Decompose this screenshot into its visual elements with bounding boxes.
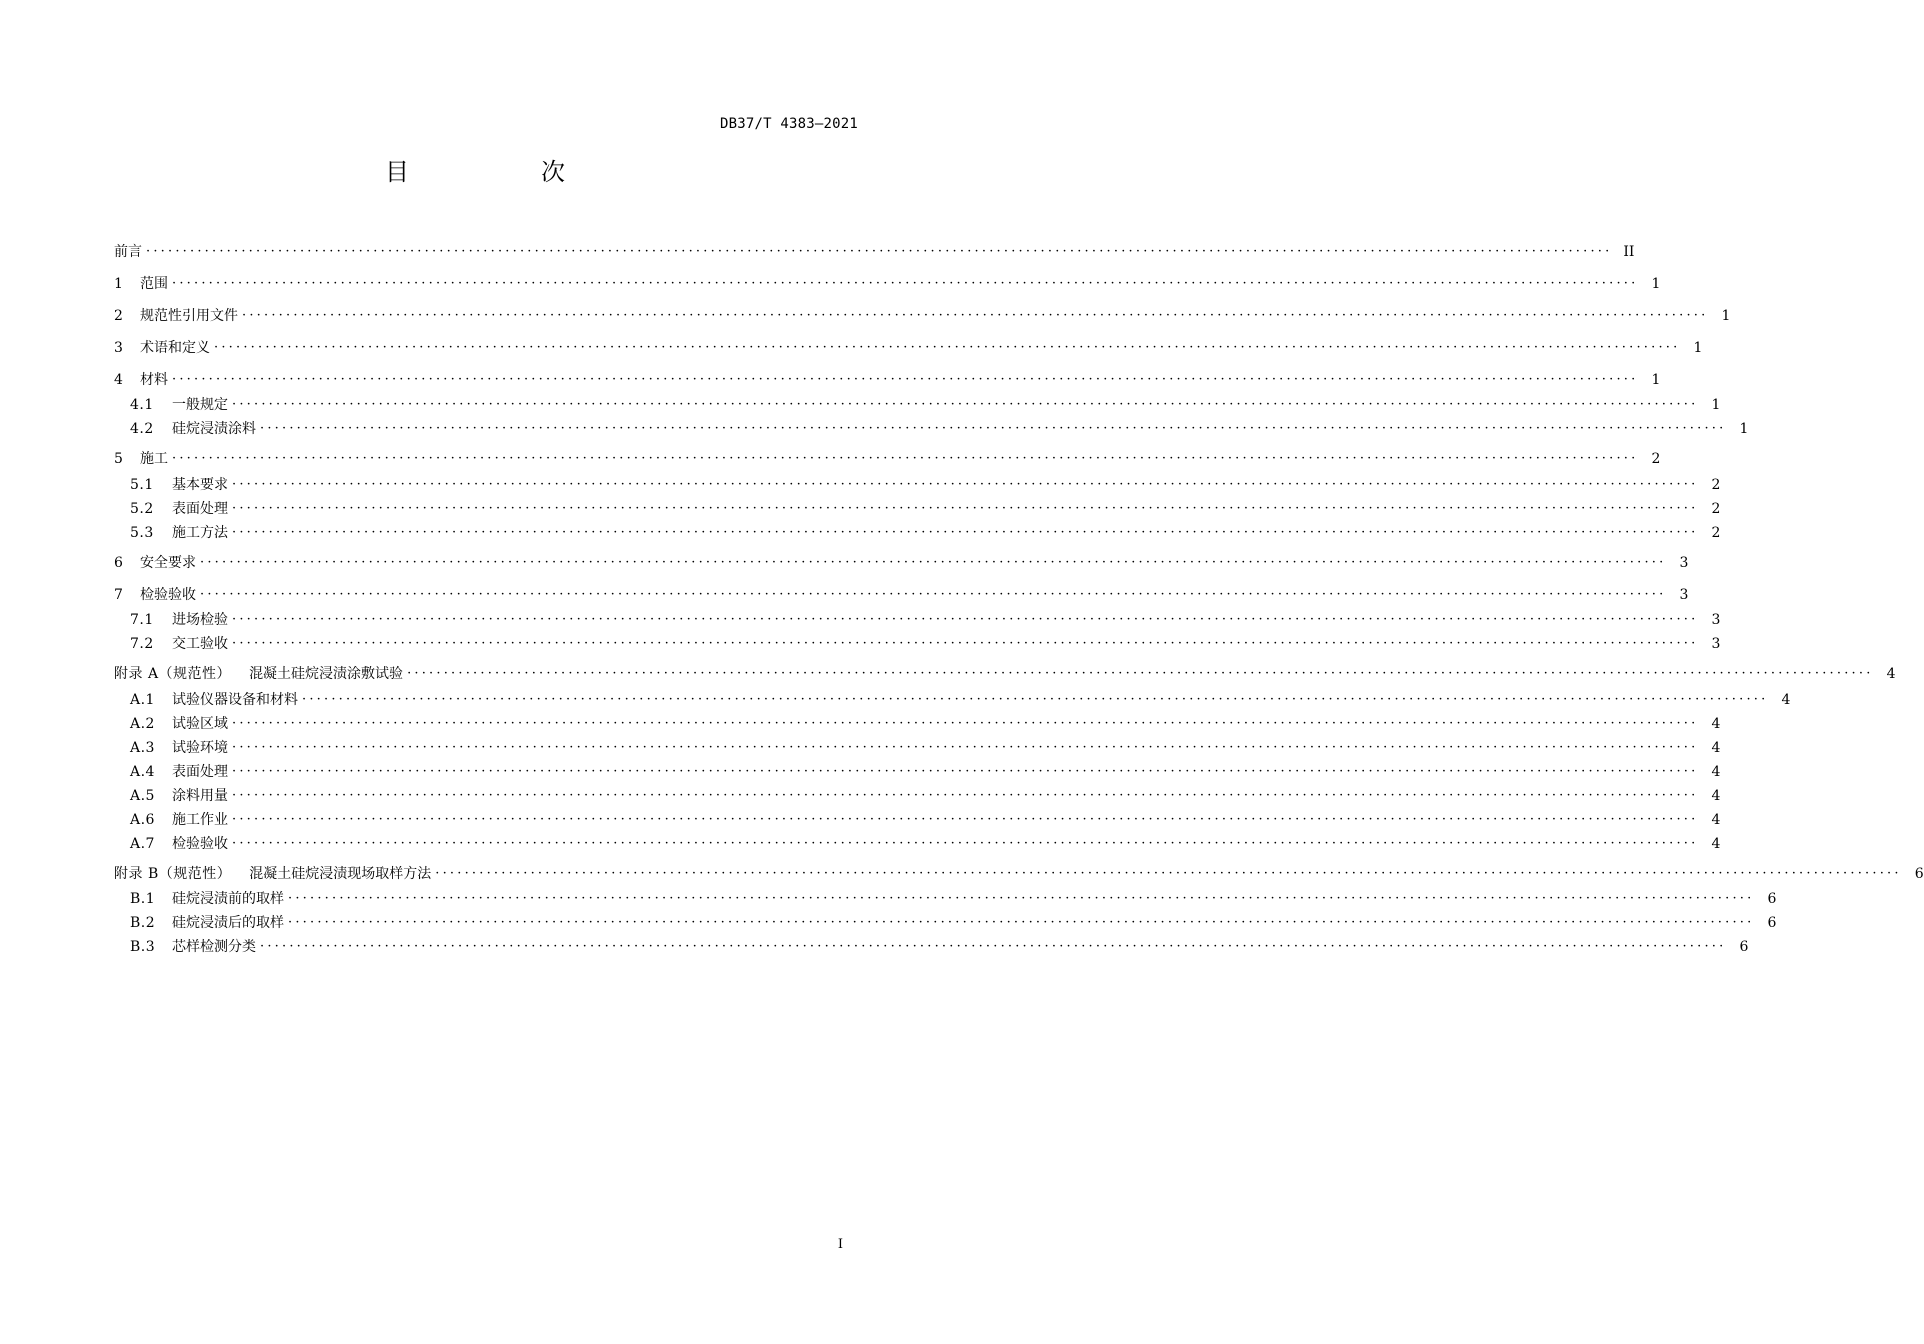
toc-entry-page: 2	[1711, 525, 1721, 541]
toc-entry[interactable]	[114, 552, 1689, 574]
toc-entry[interactable]	[114, 863, 1924, 885]
toc-entry-page: 1	[1651, 372, 1661, 388]
toc-entry[interactable]	[114, 785, 1721, 807]
toc-entry-title: 范围	[140, 276, 168, 292]
doc-code: DB37/T 4383—2021	[719, 116, 858, 132]
toc-entry-title: 施工方法	[172, 525, 228, 541]
toc-entry-page: 6	[1739, 939, 1749, 955]
toc-entry-page: 3	[1679, 587, 1689, 603]
toc-entry-number: 7.1	[130, 612, 154, 628]
toc-entry-number: 附录 B（规范性）	[114, 866, 232, 882]
dot-leader: ········································································································································································································	[200, 587, 1667, 602]
toc-entry[interactable]	[114, 418, 1749, 440]
toc-entry-title: 术语和定义	[140, 340, 210, 356]
toc-entry-page: II	[1623, 244, 1635, 260]
toc-entry[interactable]	[114, 394, 1721, 416]
dot-leader: ········································································································································································································	[214, 340, 1681, 355]
toc-entry-number: 5	[114, 451, 124, 467]
toc-entry[interactable]	[114, 305, 1731, 327]
dot-leader: ········································································································································································································	[232, 397, 1699, 412]
toc-entry-page: 6	[1767, 891, 1777, 907]
toc-entry[interactable]	[114, 888, 1777, 910]
toc-entry-page: 4	[1781, 692, 1791, 708]
toc-entry-title: 材料	[140, 372, 168, 388]
dot-leader: ········································································································································································································	[232, 812, 1699, 827]
toc-entry-number: A.1	[130, 692, 155, 708]
dot-leader: ········································································································································································································	[260, 421, 1727, 436]
page-title: 目 次	[385, 158, 619, 186]
toc-entry[interactable]	[114, 474, 1721, 496]
toc-entry[interactable]	[114, 273, 1661, 295]
toc-entry-number: B.1	[130, 891, 156, 907]
dot-leader: ········································································································································································································	[172, 276, 1639, 291]
toc-entry[interactable]	[114, 369, 1661, 391]
toc-entry-title: 硅烷浸渍涂料	[172, 421, 256, 437]
toc-entry[interactable]	[114, 584, 1689, 606]
toc-entry-number: 7.2	[130, 636, 154, 652]
dot-leader: ········································································································································································································	[232, 501, 1699, 516]
toc-entry-page: 3	[1711, 612, 1721, 628]
toc-entry-page: 1	[1739, 421, 1749, 437]
toc-entry-number: A.2	[130, 716, 155, 732]
toc-entry-page: 1	[1721, 308, 1731, 324]
toc-entry-number: A.5	[130, 788, 155, 804]
toc-entry[interactable]	[114, 241, 1635, 263]
dot-leader: ········································································································································································································	[172, 451, 1639, 466]
toc-entry-page: 6	[1914, 866, 1924, 882]
toc-entry[interactable]	[114, 522, 1721, 544]
toc-entry-number: 2	[114, 308, 124, 324]
toc-entry-title: 基本要求	[172, 477, 228, 493]
dot-leader: ········································································································································································································	[260, 939, 1727, 954]
toc-entry-page: 4	[1711, 812, 1721, 828]
dot-leader: ········································································································································································································	[200, 555, 1667, 570]
dot-leader: ········································································································································································································	[232, 716, 1699, 731]
toc-entry[interactable]	[114, 448, 1661, 470]
toc-entry-title: 混凝土硅烷浸渍涂敷试验	[249, 666, 404, 682]
toc-entry-number: 4.2	[130, 421, 154, 437]
toc-entry-number: 5.3	[130, 525, 154, 541]
toc-entry-title: 表面处理	[172, 764, 228, 780]
toc-entry-page: 1	[1693, 340, 1703, 356]
toc-entry-title: 施工	[140, 451, 168, 467]
toc-entry-number: 4	[114, 372, 124, 388]
toc-entry[interactable]	[114, 912, 1777, 934]
dot-leader: ········································································································································································································	[232, 836, 1699, 851]
toc-entry-number: A.7	[130, 836, 155, 852]
dot-leader: ········································································································································································································	[232, 612, 1699, 627]
toc-entry-page: 1	[1711, 397, 1721, 413]
dot-leader: ········································································································································································································	[435, 866, 1902, 881]
toc-entry-title: 交工验收	[172, 636, 228, 652]
toc-entry-title: 前言	[114, 244, 142, 260]
toc-entry[interactable]	[114, 761, 1721, 783]
dot-leader: ········································································································································································································	[232, 636, 1699, 651]
toc-entry-number: 5.2	[130, 501, 154, 517]
toc-entry-number: 3	[114, 340, 124, 356]
toc-entry-title: 检验验收	[140, 587, 196, 603]
toc-entry-title: 表面处理	[172, 501, 228, 517]
dot-leader: ········································································································································································································	[232, 764, 1699, 779]
toc-entry[interactable]	[114, 809, 1721, 831]
toc-entry-title: 试验环境	[172, 740, 228, 756]
toc-entry-title: 涂料用量	[172, 788, 228, 804]
toc-entry[interactable]	[114, 633, 1721, 655]
toc-entry-title: 硅烷浸渍后的取样	[172, 915, 284, 931]
toc-entry-page: 3	[1711, 636, 1721, 652]
dot-leader: ········································································································································································································	[172, 372, 1639, 387]
dot-leader: ········································································································································································································	[407, 666, 1874, 681]
toc-entry[interactable]	[114, 713, 1721, 735]
toc-entry-page: 4	[1711, 740, 1721, 756]
toc-entry[interactable]	[114, 663, 1896, 685]
toc-entry[interactable]	[114, 936, 1749, 958]
toc-entry-title: 进场检验	[172, 612, 228, 628]
dot-leader: ········································································································································································································	[288, 891, 1755, 906]
toc-entry-title: 安全要求	[140, 555, 196, 571]
dot-leader: ········································································································································································································	[232, 477, 1699, 492]
toc-entry-page: 2	[1651, 451, 1661, 467]
toc-entry-page: 2	[1711, 501, 1721, 517]
toc-entry-number: B.2	[130, 915, 156, 931]
toc-entry-title: 规范性引用文件	[140, 308, 238, 324]
toc-entry[interactable]	[114, 337, 1703, 359]
toc-entry-page: 3	[1679, 555, 1689, 571]
toc-entry-page: 1	[1651, 276, 1661, 292]
toc-entry-title: 硅烷浸渍前的取样	[172, 891, 284, 907]
dot-leader: ········································································································································································································	[302, 692, 1769, 707]
dot-leader: ········································································································································································································	[242, 308, 1709, 323]
dot-leader: ········································································································································································································	[232, 740, 1699, 755]
toc-entry-page: 2	[1711, 477, 1721, 493]
toc-entry[interactable]	[114, 737, 1721, 759]
toc-entry-page: 4	[1886, 666, 1896, 682]
toc-entry-title: 试验区域	[172, 716, 228, 732]
toc-entry-number: 7	[114, 587, 124, 603]
toc-entry-number: B.3	[130, 939, 156, 955]
dot-leader: ········································································································································································································	[232, 525, 1699, 540]
toc-entry[interactable]	[114, 609, 1721, 631]
dot-leader: ········································································································································································································	[288, 915, 1755, 930]
toc-entry-title: 芯样检测分类	[172, 939, 256, 955]
toc-entry-number: A.3	[130, 740, 155, 756]
toc-entry-number: A.6	[130, 812, 155, 828]
toc-entry[interactable]	[114, 833, 1721, 855]
toc-entry-page: 4	[1711, 716, 1721, 732]
dot-leader: ········································································································································································································	[146, 244, 1613, 259]
toc-entry-title: 试验仪器设备和材料	[172, 692, 298, 708]
toc-entry-page: 4	[1711, 836, 1721, 852]
toc-entry-number: 1	[114, 276, 124, 292]
toc-entry-number: 6	[114, 555, 124, 571]
toc-entry-page: 4	[1711, 764, 1721, 780]
toc-entry[interactable]	[114, 498, 1721, 520]
toc-entry-number: 4.1	[130, 397, 154, 413]
dot-leader: ········································································································································································································	[232, 788, 1699, 803]
toc-entry-page: 6	[1767, 915, 1777, 931]
toc-entry-title: 混凝土硅烷浸渍现场取样方法	[249, 866, 432, 882]
toc-entry-title: 检验验收	[172, 836, 228, 852]
page-number: I	[837, 1237, 843, 1252]
toc-entry-number: 5.1	[130, 477, 154, 493]
toc-entry-number: A.4	[130, 764, 155, 780]
toc-entry-title: 一般规定	[172, 397, 228, 413]
toc-entry-number: 附录 A（规范性）	[114, 666, 232, 682]
toc-entry[interactable]	[114, 689, 1791, 711]
toc-entry-title: 施工作业	[172, 812, 228, 828]
toc-entry-page: 4	[1711, 788, 1721, 804]
